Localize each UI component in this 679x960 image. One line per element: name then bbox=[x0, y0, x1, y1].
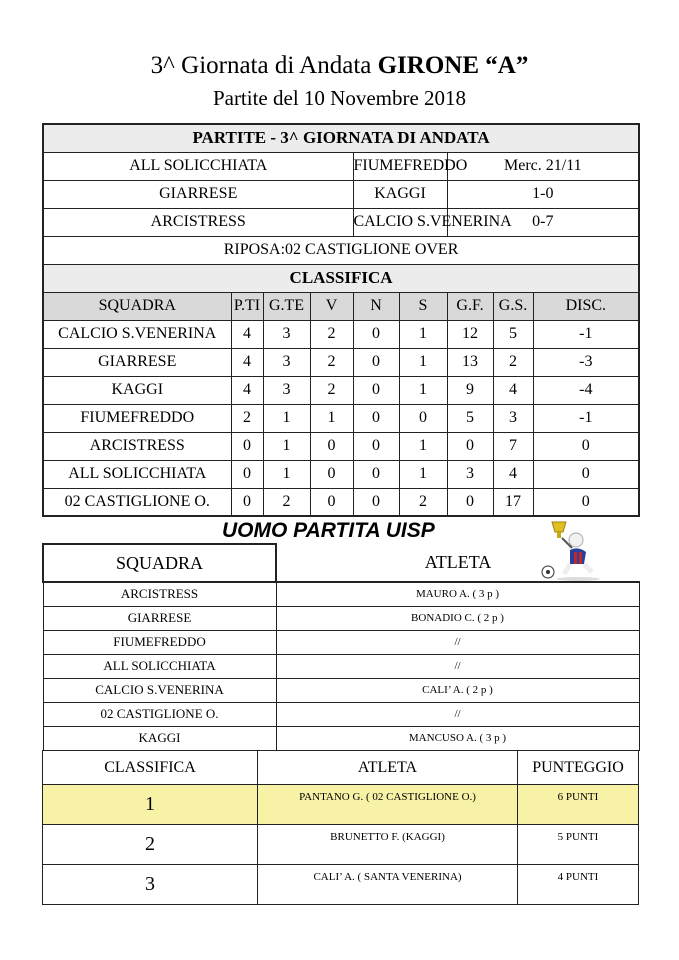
team-name: ARCISTRESS bbox=[43, 432, 231, 460]
stat-cell: 0 bbox=[353, 460, 399, 488]
mvp-body bbox=[43, 582, 639, 750]
athlete-name: // bbox=[276, 630, 639, 654]
stat-cell: 0 bbox=[447, 488, 493, 516]
table-row bbox=[43, 630, 639, 654]
stat-cell: 1 bbox=[399, 348, 447, 376]
rank-position: 2 bbox=[43, 825, 258, 865]
team-name: ALL SOLICCHIATA bbox=[43, 654, 276, 678]
match-row bbox=[43, 180, 639, 208]
col-header: CLASSIFICA bbox=[43, 751, 258, 785]
col-header: SQUADRA bbox=[43, 544, 276, 582]
athlete-name: BRUNETTO F. (KAGGI) bbox=[258, 825, 518, 865]
athlete-name: CALI’ A. ( SANTA VENERINA) bbox=[258, 865, 518, 905]
stat-cell: -1 bbox=[533, 320, 639, 348]
stat-cell: 4 bbox=[493, 376, 533, 404]
stat-cell: 4 bbox=[231, 376, 263, 404]
stat-cell: 0 bbox=[353, 320, 399, 348]
athlete-name: CALI’ A. ( 2 p ) bbox=[276, 678, 639, 702]
table-row bbox=[43, 678, 639, 702]
stat-cell: 0 bbox=[353, 432, 399, 460]
title-group: GIRONE “A” bbox=[377, 52, 529, 79]
table-row bbox=[43, 785, 639, 825]
title-text: 3^ Giornata di Andata bbox=[150, 52, 378, 79]
stat-cell: 0 bbox=[231, 432, 263, 460]
match-home: ALL SOLICCHIATA bbox=[43, 152, 353, 180]
stat-cell: 12 bbox=[447, 320, 493, 348]
stat-cell: 0 bbox=[399, 404, 447, 432]
col-header: V bbox=[310, 292, 353, 320]
athlete-name: PANTANO G. ( 02 CASTIGLIONE O.) bbox=[258, 785, 518, 825]
athlete-name: BONADIO C. ( 2 p ) bbox=[276, 606, 639, 630]
stat-cell: 17 bbox=[493, 488, 533, 516]
match-away: KAGGI bbox=[353, 180, 447, 208]
stat-cell: 1 bbox=[263, 432, 310, 460]
page-subtitle: Partite del 10 Novembre 2018 bbox=[212, 86, 467, 110]
match-home: ARCISTRESS bbox=[43, 208, 353, 236]
stat-cell: 9 bbox=[447, 376, 493, 404]
stat-cell: 1 bbox=[399, 320, 447, 348]
table-row bbox=[43, 865, 639, 905]
stat-cell: 2 bbox=[310, 320, 353, 348]
stat-cell: 0 bbox=[353, 348, 399, 376]
stat-cell: 4 bbox=[231, 348, 263, 376]
team-name: KAGGI bbox=[43, 376, 231, 404]
points-value: 4 PUNTI bbox=[518, 865, 639, 905]
match-away: CALCIO S.VENERINA bbox=[353, 208, 447, 236]
col-header: N bbox=[353, 292, 399, 320]
stat-cell: 5 bbox=[493, 320, 533, 348]
match-result: 0-7 bbox=[447, 208, 639, 236]
col-header: G.F. bbox=[447, 292, 493, 320]
table-row bbox=[43, 825, 639, 865]
team-name: GIARRESE bbox=[43, 348, 231, 376]
stat-cell: -4 bbox=[533, 376, 639, 404]
mvp-title: UOMO PARTITA UISP bbox=[222, 519, 435, 542]
stat-cell: 1 bbox=[399, 460, 447, 488]
rank-position: 1 bbox=[43, 785, 258, 825]
rank-position: 3 bbox=[43, 865, 258, 905]
points-value: 5 PUNTI bbox=[518, 825, 639, 865]
table-row bbox=[43, 726, 639, 750]
athlete-name: MAURO A. ( 3 p ) bbox=[276, 582, 639, 606]
team-name: CALCIO S.VENERINA bbox=[43, 678, 276, 702]
mvp-ranking-body bbox=[43, 785, 639, 905]
table-row bbox=[43, 376, 639, 404]
col-header: ATLETA bbox=[258, 751, 518, 785]
matches-heading: PARTITE - 3^ GIORNATA DI ANDATA bbox=[43, 124, 639, 152]
stat-cell: 5 bbox=[447, 404, 493, 432]
stat-cell: 1 bbox=[310, 404, 353, 432]
table-row bbox=[43, 320, 639, 348]
stat-cell: -3 bbox=[533, 348, 639, 376]
col-header: ATLETA bbox=[276, 544, 639, 582]
stat-cell: 2 bbox=[231, 404, 263, 432]
stat-cell: 2 bbox=[399, 488, 447, 516]
stat-cell: 1 bbox=[399, 376, 447, 404]
mvp-ranking-table bbox=[42, 750, 639, 905]
stat-cell: 4 bbox=[231, 320, 263, 348]
col-header: P.TI bbox=[231, 292, 263, 320]
table-row bbox=[43, 654, 639, 678]
table-row bbox=[43, 460, 639, 488]
mvp-header-row bbox=[43, 544, 639, 582]
stat-cell: 3 bbox=[263, 320, 310, 348]
match-home: GIARRESE bbox=[43, 180, 353, 208]
table-row bbox=[43, 348, 639, 376]
stat-cell: 0 bbox=[310, 460, 353, 488]
stat-cell: 0 bbox=[310, 488, 353, 516]
stat-cell: 0 bbox=[533, 432, 639, 460]
stat-cell: 3 bbox=[263, 348, 310, 376]
mvp-table bbox=[42, 543, 640, 751]
stat-cell: 1 bbox=[399, 432, 447, 460]
stat-cell: 0 bbox=[231, 488, 263, 516]
team-name: GIARRESE bbox=[43, 606, 276, 630]
stat-cell: 0 bbox=[447, 432, 493, 460]
table-row bbox=[43, 404, 639, 432]
points-value: 6 PUNTI bbox=[518, 785, 639, 825]
stat-cell: 3 bbox=[263, 376, 310, 404]
team-name: ARCISTRESS bbox=[43, 582, 276, 606]
match-away: FIUMEFREDDO bbox=[353, 152, 447, 180]
team-name: 02 CASTIGLIONE O. bbox=[43, 488, 231, 516]
stat-cell: 0 bbox=[533, 460, 639, 488]
athlete-name: // bbox=[276, 702, 639, 726]
match-row bbox=[43, 208, 639, 236]
stat-cell: 0 bbox=[310, 432, 353, 460]
col-header: PUNTEGGIO bbox=[518, 751, 639, 785]
team-name: ALL SOLICCHIATA bbox=[43, 460, 231, 488]
team-name: FIUMEFREDDO bbox=[43, 630, 276, 654]
standings-header-row bbox=[43, 292, 639, 320]
standings-heading: CLASSIFICA bbox=[43, 264, 639, 292]
page-title bbox=[0, 52, 679, 80]
stat-cell: 0 bbox=[533, 488, 639, 516]
stat-cell: 0 bbox=[353, 488, 399, 516]
match-row bbox=[43, 152, 639, 180]
stat-cell: 4 bbox=[493, 460, 533, 488]
team-name: FIUMEFREDDO bbox=[43, 404, 231, 432]
col-header: S bbox=[399, 292, 447, 320]
table-row bbox=[43, 702, 639, 726]
stat-cell: 0 bbox=[353, 376, 399, 404]
standings-body bbox=[43, 320, 639, 516]
team-name: CALCIO S.VENERINA bbox=[43, 320, 231, 348]
stat-cell: 0 bbox=[353, 404, 399, 432]
matches-standings-table bbox=[42, 123, 640, 517]
table-row bbox=[43, 432, 639, 460]
col-header: G.TE bbox=[263, 292, 310, 320]
stat-cell: 3 bbox=[447, 460, 493, 488]
stat-cell: 1 bbox=[263, 460, 310, 488]
rest-team: RIPOSA:02 CASTIGLIONE OVER bbox=[43, 236, 639, 264]
stat-cell: 3 bbox=[493, 404, 533, 432]
stat-cell: 0 bbox=[231, 460, 263, 488]
stat-cell: 2 bbox=[310, 348, 353, 376]
athlete-name: // bbox=[276, 654, 639, 678]
mvp-ranking-header-row bbox=[43, 751, 639, 785]
table-row bbox=[43, 582, 639, 606]
match-result: Merc. 21/11 bbox=[447, 152, 639, 180]
col-header: SQUADRA bbox=[43, 292, 231, 320]
stat-cell: 2 bbox=[493, 348, 533, 376]
team-name: KAGGI bbox=[43, 726, 276, 750]
stat-cell: 2 bbox=[263, 488, 310, 516]
stat-cell: -1 bbox=[533, 404, 639, 432]
stat-cell: 7 bbox=[493, 432, 533, 460]
stat-cell: 13 bbox=[447, 348, 493, 376]
athlete-name: MANCUSO A. ( 3 p ) bbox=[276, 726, 639, 750]
col-header: DISC. bbox=[533, 292, 639, 320]
stat-cell: 2 bbox=[310, 376, 353, 404]
table-row bbox=[43, 606, 639, 630]
team-name: 02 CASTIGLIONE O. bbox=[43, 702, 276, 726]
stat-cell: 1 bbox=[263, 404, 310, 432]
col-header: G.S. bbox=[493, 292, 533, 320]
match-result: 1-0 bbox=[447, 180, 639, 208]
